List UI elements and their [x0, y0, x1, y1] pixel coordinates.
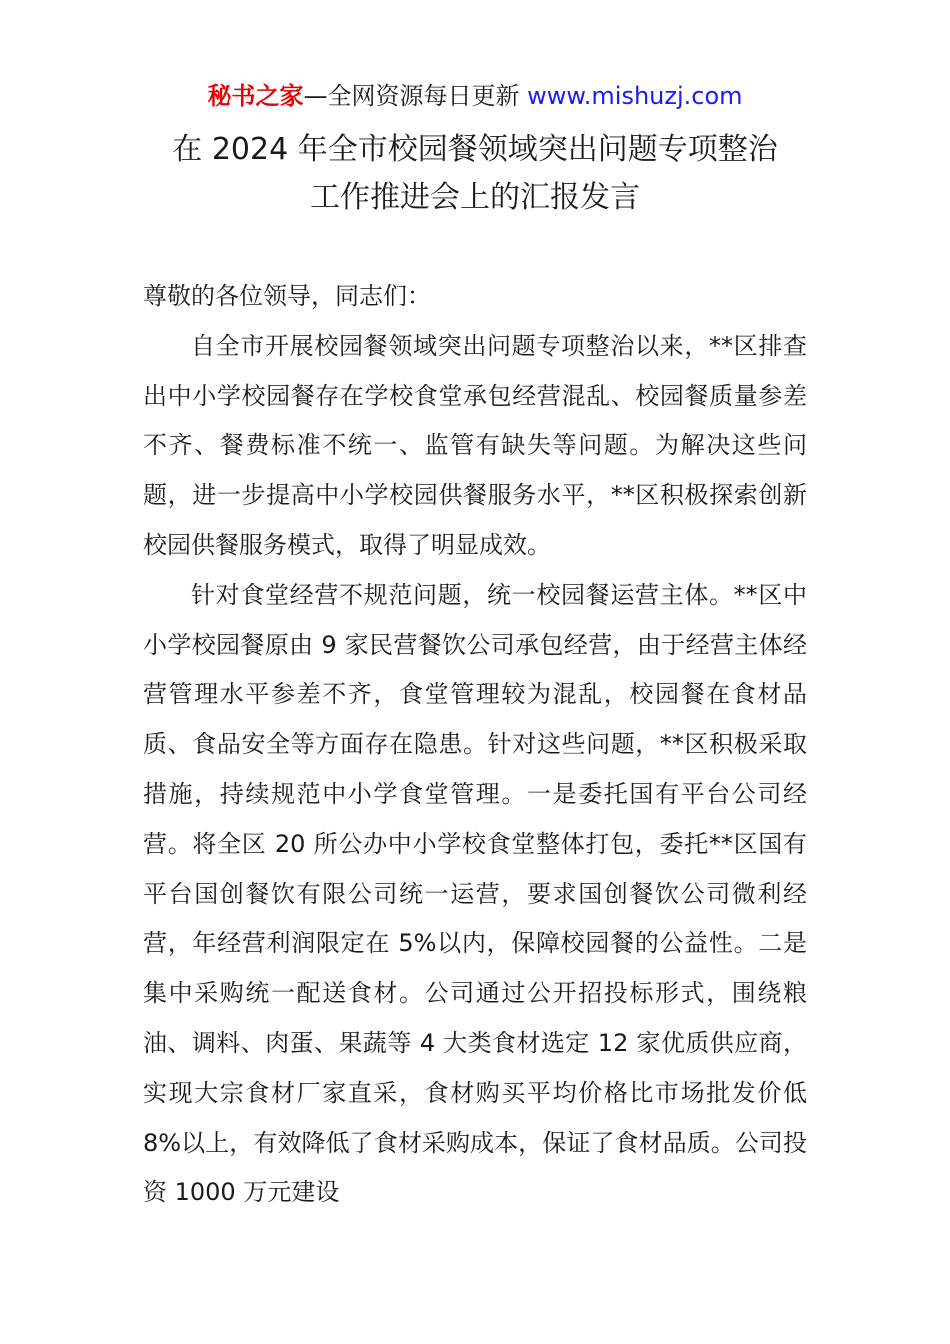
brand-name: 秘书之家	[207, 82, 304, 110]
title-line-1: 在 2024 年全市校园餐领域突出问题专项整治	[172, 132, 778, 167]
site-header	[0, 80, 950, 112]
document-title	[0, 126, 950, 222]
paragraph-intro: 自全市开展校园餐领域突出问题专项整治以来，**区排查出中小学校园餐存在学校食堂承包经营混乱、校园餐质量参差不齐、餐费标准不统一、监管有缺失等问题。为解决这些问题，进一步提高中小学校园供餐服务水平，**区积极探索创新校园供餐服务模式，取得了明显成效。	[143, 331, 807, 559]
site-url-link[interactable]: www.mishuzj.com	[527, 82, 743, 110]
salutation: 尊敬的各位领导，同志们：	[143, 282, 431, 310]
header-slogan: —全网资源每日更新	[303, 82, 520, 110]
document-body	[143, 272, 807, 1218]
paragraph-operation: 针对食堂经营不规范问题，统一校园餐运营主体。**区中小学校园餐原由 9 家民营餐饮公司承包经营，由于经营主体经营管理水平参差不齐，食堂管理较为混乱，校园餐在食材品质、食品安全等方面存在隐患。针对这些问题，**区积极采取措施，持续规范中小学食堂管理。一是委托国有平台公司经营。将全区 20 所公办中小学校食堂整体打包，委托**区国有平台国创餐饮有限公司统一运营，要求国创餐饮公司微利经营，年经营利润限定在 5%以内，保障校园餐的公益性。二是集中采购统一配送食材。公司通过公开招投标形式，围绕粮油、调料、肉蛋、果蔬等 4 大类食材选定 12 家优质供应商，实现大宗食材厂家直采，食材购买平均价格比市场批发价低 8%以上，有效降低了食材采购成本，保证了食材品质。公司投资 1000 万元建设	[143, 580, 807, 1207]
title-line-2: 工作推进会上的汇报发言	[310, 180, 640, 215]
